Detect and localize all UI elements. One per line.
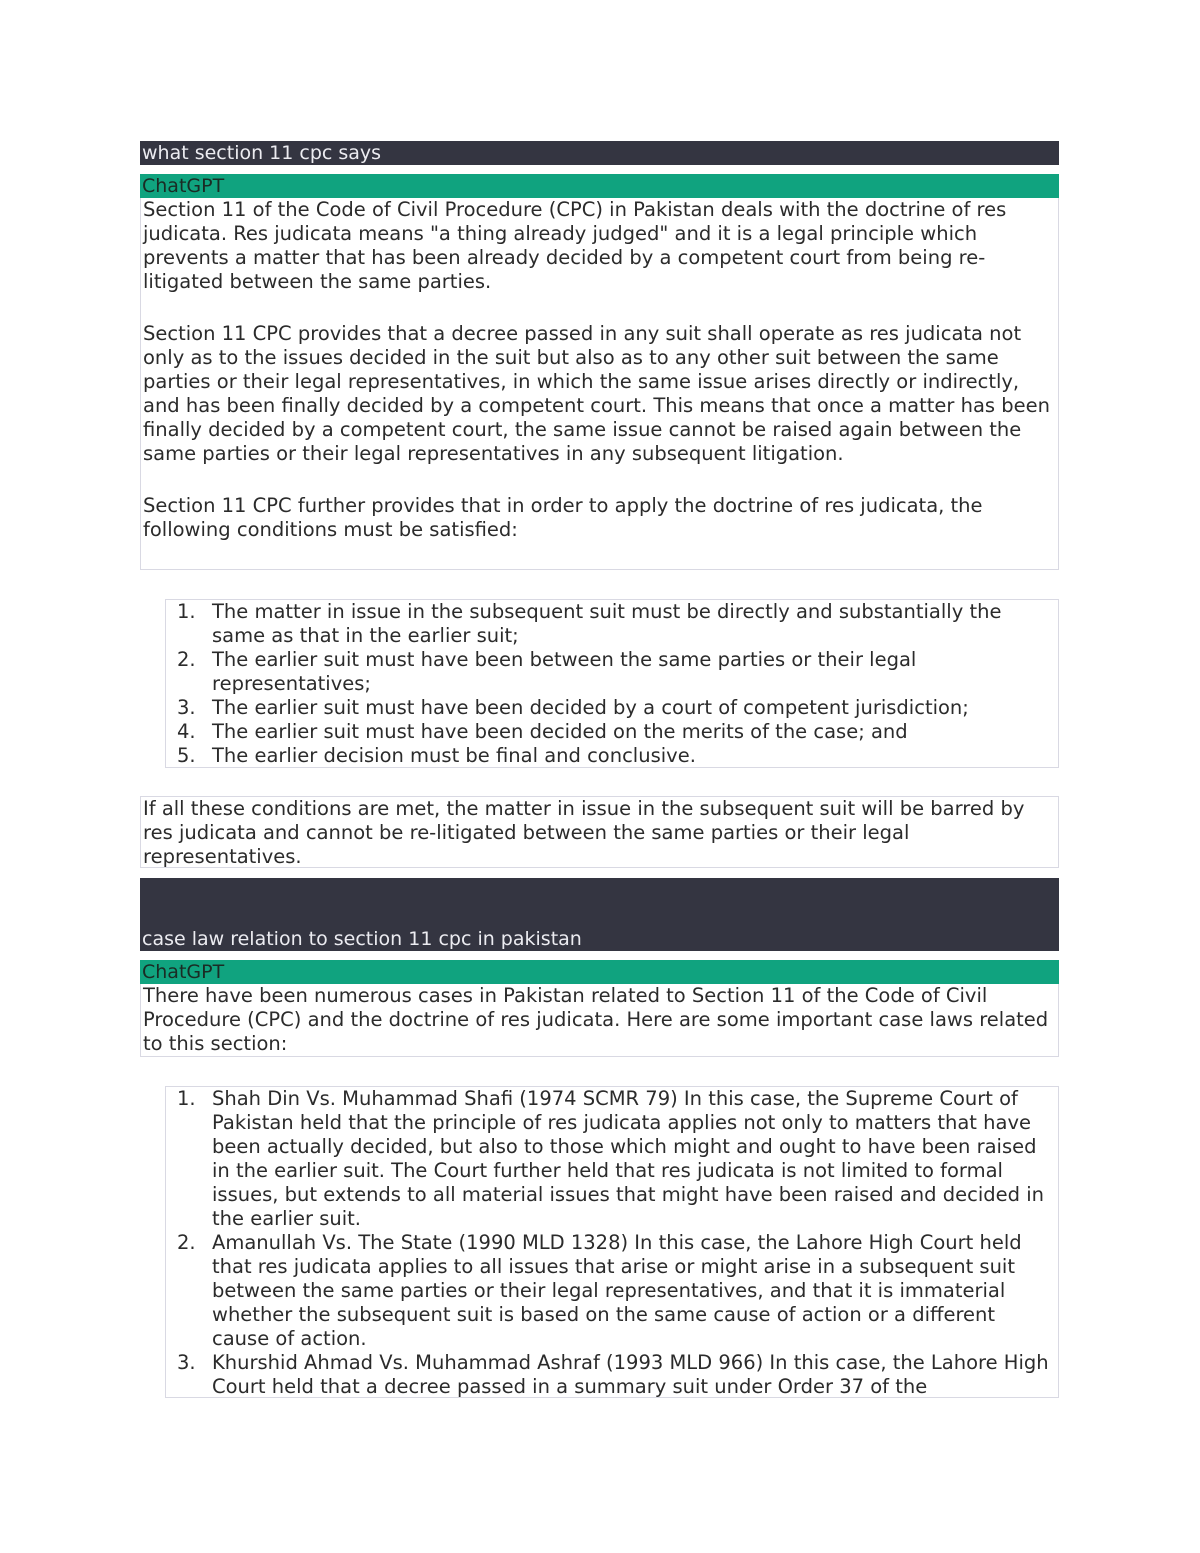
user-question [140,878,1059,951]
paragraph: Section 11 CPC further provides that in order to apply the doctrine of res judicata, the following conditions must be satisfied: [143,494,983,541]
paragraph: Section 11 CPC provides that a decree passed in any suit shall operate as res judicata not only as to the issues decided in the suit but also as to any other suit between the same parties or their legal representatives, in which the same issue arises directly or indirectly, and has been finally decided by a competent court. This means that once a matter has been finally decided by a competent court, the same issue cannot be raised again between the same parties or their legal representatives in any subsequent litigation. [143,322,1051,465]
list-item [166,744,1058,768]
answer-intro [140,198,1059,570]
list-text: Khurshid Ahmad Vs. Muhammad Ashraf (1993 MLD 966) In this case, the Lahore High Court held that a decree passed in a summary suit under Order 37 of the [212,1351,1049,1398]
list-text: The earlier suit must have been between the same parties or their legal representatives; [212,648,917,695]
assistant-label: ChatGPT [140,960,1059,984]
list-text: The matter in issue in the subsequent suit must be directly and substantially the same as that in the earlier suit; [212,600,1002,647]
paragraph: If all these conditions are met, the matter in issue in the subsequent suit will be barred by res judicata and cannot be re-litigated between the same parties or their legal representatives. [143,797,1025,868]
list-number: 1. [177,1087,196,1110]
list-text: The earlier suit must have been decided on the merits of the case; and [212,720,908,743]
answer-intro [140,984,1059,1057]
paragraph: There have been numerous cases in Pakistan related to Section 11 of the Code of Civil Procedure (CPC) and the doctrine of res judicata. Here are some important case laws related to this section: [143,984,1049,1055]
list-item [166,648,1058,696]
list-number: 3. [177,696,196,719]
list-number: 4. [177,720,196,743]
list-number: 2. [177,648,196,671]
list-number: 2. [177,1231,196,1254]
case-law-list [165,1086,1059,1398]
question-text: case law relation to section 11 cpc in pakistan [142,928,582,950]
assistant-label: ChatGPT [140,174,1059,198]
answer-closing [140,796,1059,868]
list-text: Amanullah Vs. The State (1990 MLD 1328) In this case, the Lahore High Court held that res judicata applies to all issues that arise or might arise in a subsequent suit between the same parties or their legal representatives, and that it is immaterial whether the subsequent suit is based on the same cause of action or a different cause of action. [212,1231,1022,1350]
list-item [166,1231,1058,1351]
user-question: what section 11 cpc says [140,141,1059,165]
list-text: Shah Din Vs. Muhammad Shafi (1974 SCMR 79) In this case, the Supreme Court of Pakistan held that the principle of res judicata applies not only to matters that have been actually decided, but also to those which might and ought to have been raised in the earlier suit. The Court further held that res judicata is not limited to formal issues, but extends to all material issues that might have been raised and decided in the earlier suit. [212,1087,1044,1230]
list-item [166,1351,1058,1398]
list-item [166,696,1058,720]
list-text: The earlier suit must have been decided by a court of competent jurisdiction; [212,696,969,719]
paragraph: Section 11 of the Code of Civil Procedure (CPC) in Pakistan deals with the doctrine of res judicata. Res judicata means "a thing already judged" and it is a legal principle which prevents a matter that has been already decided by a competent court from being re-litigated between the same parties. [143,198,1007,293]
list-number: 1. [177,600,196,623]
list-text: The earlier decision must be final and conclusive. [212,744,696,767]
list-item [166,1087,1058,1231]
list-item [166,720,1058,744]
conditions-list [165,599,1059,768]
list-item [166,600,1058,648]
list-number: 5. [177,744,196,767]
list-number: 3. [177,1351,196,1374]
